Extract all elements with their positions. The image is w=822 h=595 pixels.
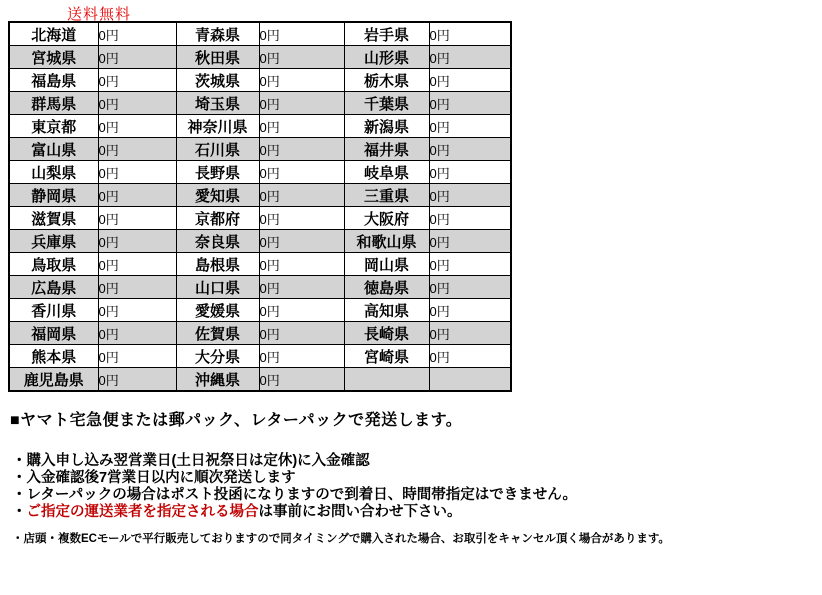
free-shipping-label: 送料無料: [67, 6, 132, 23]
fee-cell: 0円: [259, 230, 344, 253]
prefecture-cell: 長野県: [176, 161, 259, 184]
note-item: [12, 531, 670, 548]
fee-cell: 0円: [98, 253, 176, 276]
table-row: [9, 92, 511, 115]
prefecture-cell: 埼玉県: [176, 92, 259, 115]
fee-cell: 0円: [429, 345, 511, 368]
prefecture-cell: 秋田県: [176, 46, 259, 69]
prefecture-cell: 沖縄県: [176, 368, 259, 392]
prefecture-cell: 富山県: [9, 138, 98, 161]
prefecture-cell: 山梨県: [9, 161, 98, 184]
prefecture-cell: 京都府: [176, 207, 259, 230]
table-row: [9, 184, 511, 207]
note-item: [12, 453, 670, 470]
fee-cell: 0円: [98, 115, 176, 138]
fee-cell: 0円: [98, 46, 176, 69]
prefecture-cell: 奈良県: [176, 230, 259, 253]
fee-cell: 0円: [259, 253, 344, 276]
table-row: [9, 230, 511, 253]
fee-cell: 0円: [98, 138, 176, 161]
prefecture-cell: 茨城県: [176, 69, 259, 92]
prefecture-cell: 福岡県: [9, 322, 98, 345]
fee-cell: 0円: [98, 230, 176, 253]
fee-cell: 0円: [259, 184, 344, 207]
prefecture-cell: 長崎県: [344, 322, 429, 345]
prefecture-cell: 宮崎県: [344, 345, 429, 368]
prefecture-cell: 宮城県: [9, 46, 98, 69]
prefecture-cell: 福井県: [344, 138, 429, 161]
prefecture-cell: 鹿児島県: [9, 368, 98, 392]
prefecture-cell: 高知県: [344, 299, 429, 322]
fee-cell: 0円: [259, 276, 344, 299]
prefecture-cell: 香川県: [9, 299, 98, 322]
fee-cell: 0円: [429, 184, 511, 207]
prefecture-cell: 大阪府: [344, 207, 429, 230]
prefecture-cell: 北海道: [9, 22, 98, 46]
prefecture-cell: [344, 368, 429, 392]
note-item: [12, 487, 670, 504]
table-row: [9, 276, 511, 299]
prefecture-cell: 神奈川県: [176, 115, 259, 138]
table-row: [9, 115, 511, 138]
table-row: [9, 207, 511, 230]
prefecture-cell: 熊本県: [9, 345, 98, 368]
fee-cell: 0円: [98, 207, 176, 230]
prefecture-cell: 愛媛県: [176, 299, 259, 322]
fee-cell: 0円: [259, 161, 344, 184]
fee-cell: 0円: [429, 322, 511, 345]
fee-cell: 0円: [259, 345, 344, 368]
note-red-text: ご指定の運送業者を指定される場合: [26, 504, 259, 520]
prefecture-cell: 和歌山県: [344, 230, 429, 253]
shipping-method-heading: ■ヤマト宅急便または郵パック、レターパックで発送します。: [10, 412, 463, 429]
table-row: [9, 299, 511, 322]
shipping-fee-table: [8, 21, 512, 392]
fee-cell: 0円: [259, 322, 344, 345]
table-row: [9, 138, 511, 161]
fee-cell: 0円: [98, 161, 176, 184]
fee-cell: 0円: [259, 299, 344, 322]
prefecture-cell: 岩手県: [344, 22, 429, 46]
note-text: 店頭・複数ECモールで平行販売しておりますので同タイミングで購入された場合、お取引をキャンセル頂く場合があります。: [23, 533, 670, 545]
fee-cell: 0円: [259, 46, 344, 69]
note-text: 入金確認後7営業日以内に順次発送します: [26, 470, 296, 486]
note-item: [12, 504, 670, 521]
bullet-marker: ・: [12, 504, 27, 520]
bullet-marker: ・: [12, 453, 27, 469]
fee-cell: 0円: [429, 115, 511, 138]
prefecture-cell: 石川県: [176, 138, 259, 161]
prefecture-cell: 徳島県: [344, 276, 429, 299]
fee-cell: 0円: [98, 184, 176, 207]
prefecture-cell: 福島県: [9, 69, 98, 92]
fee-cell: 0円: [98, 22, 176, 46]
table-row: [9, 69, 511, 92]
prefecture-cell: 山形県: [344, 46, 429, 69]
fee-cell: 0円: [429, 276, 511, 299]
prefecture-cell: 岡山県: [344, 253, 429, 276]
fee-cell: 0円: [98, 368, 176, 392]
note-text: は事前にお問い合わせ下さい。: [258, 504, 462, 520]
prefecture-cell: 広島県: [9, 276, 98, 299]
prefecture-cell: 島根県: [176, 253, 259, 276]
notes-list: [12, 453, 670, 548]
fee-cell: 0円: [429, 46, 511, 69]
fee-cell: 0円: [98, 299, 176, 322]
fee-cell: 0円: [259, 69, 344, 92]
prefecture-cell: 栃木県: [344, 69, 429, 92]
fee-cell: 0円: [259, 207, 344, 230]
bullet-marker: ・: [12, 470, 27, 486]
fee-cell: 0円: [259, 368, 344, 392]
fee-cell: 0円: [98, 322, 176, 345]
fee-cell: 0円: [429, 230, 511, 253]
fee-cell: 0円: [259, 115, 344, 138]
bullet-marker: ・: [12, 533, 24, 545]
fee-cell: 0円: [98, 69, 176, 92]
prefecture-cell: 大分県: [176, 345, 259, 368]
fee-cell: 0円: [429, 161, 511, 184]
note-text: 購入申し込み翌営業日(土日祝祭日は定休)に入金確認: [26, 453, 370, 469]
fee-cell: 0円: [429, 207, 511, 230]
table-row: [9, 161, 511, 184]
fee-cell: 0円: [429, 253, 511, 276]
table-row: [9, 368, 511, 392]
prefecture-cell: 山口県: [176, 276, 259, 299]
prefecture-cell: 三重県: [344, 184, 429, 207]
table-row: [9, 345, 511, 368]
fee-cell: 0円: [429, 138, 511, 161]
prefecture-cell: 岐阜県: [344, 161, 429, 184]
fee-cell: 0円: [429, 92, 511, 115]
fee-cell: 0円: [98, 345, 176, 368]
fee-table-body: [9, 22, 511, 391]
bullet-marker: ・: [12, 487, 27, 503]
prefecture-cell: 佐賀県: [176, 322, 259, 345]
table-row: [9, 46, 511, 69]
prefecture-cell: 静岡県: [9, 184, 98, 207]
prefecture-cell: 青森県: [176, 22, 259, 46]
fee-cell: 0円: [429, 299, 511, 322]
fee-cell: 0円: [259, 138, 344, 161]
table-row: [9, 22, 511, 46]
prefecture-cell: 滋賀県: [9, 207, 98, 230]
fee-cell: 0円: [429, 69, 511, 92]
prefecture-cell: 群馬県: [9, 92, 98, 115]
fee-cell: 0円: [429, 22, 511, 46]
prefecture-cell: 兵庫県: [9, 230, 98, 253]
fee-cell: 0円: [98, 276, 176, 299]
table-row: [9, 253, 511, 276]
prefecture-cell: 鳥取県: [9, 253, 98, 276]
prefecture-cell: 新潟県: [344, 115, 429, 138]
prefecture-cell: 千葉県: [344, 92, 429, 115]
fee-cell: 0円: [259, 92, 344, 115]
note-item: [12, 470, 670, 487]
prefecture-cell: 愛知県: [176, 184, 259, 207]
prefecture-cell: 東京都: [9, 115, 98, 138]
fee-cell: 0円: [98, 92, 176, 115]
fee-cell: [429, 368, 511, 392]
table-row: [9, 322, 511, 345]
fee-cell: 0円: [259, 22, 344, 46]
note-text: レターパックの場合はポスト投函になりますので到着日、時間帯指定はできません。: [26, 487, 578, 503]
